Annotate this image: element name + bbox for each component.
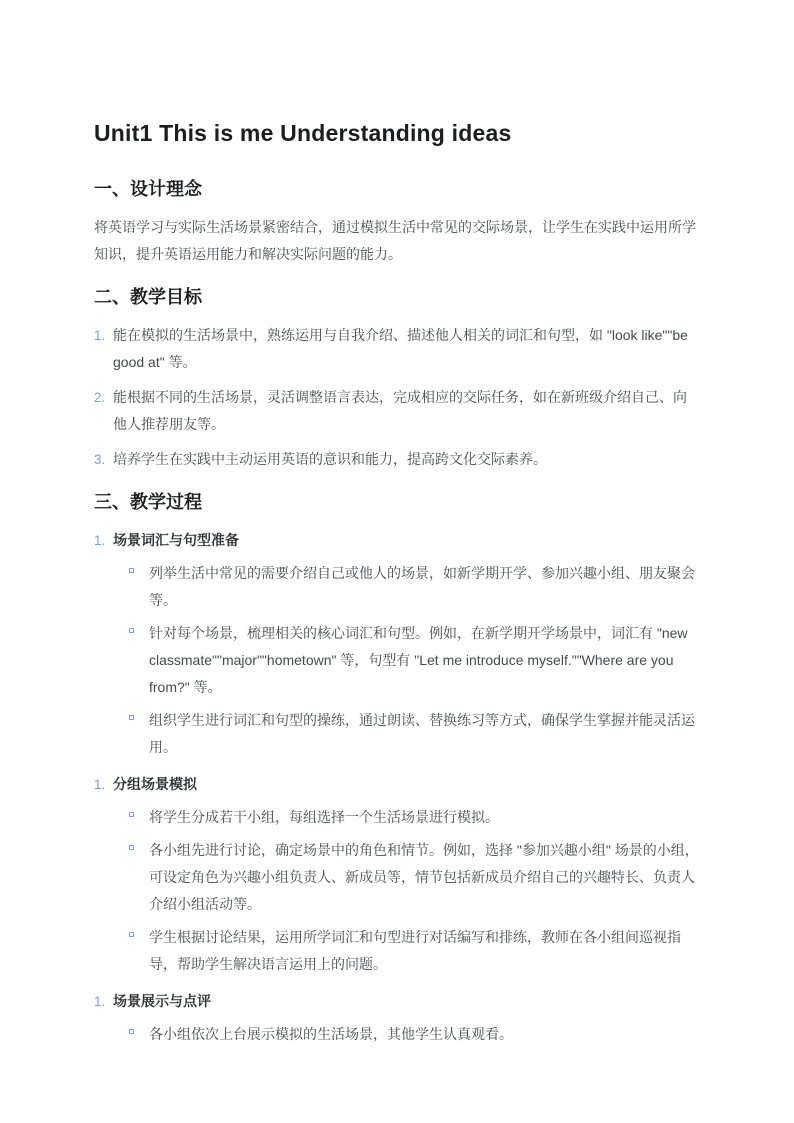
bullet-list-item — [94, 620, 700, 701]
step-title: 场景展示与点评 — [113, 993, 211, 1009]
bullet-text: 组织学生进行词汇和句型的操练，通过朗读、替换练习等方式，确保学生掌握并能灵活运用。 — [149, 712, 695, 755]
bullet-marker-icon — [129, 812, 134, 817]
bullet-marker-icon — [129, 845, 134, 850]
bullet-text: 针对每个场景，梳理相关的核心词汇和句型。例如，在新学期开学场景中，词汇有 "new classmate""major""hometown" 等，句型有 "Let me introduce myself.""Where are you from?" 等。 — [149, 625, 688, 695]
bullet-list-item — [94, 924, 700, 978]
list-item-text: 能根据不同的生活场景，灵活调整语言表达，完成相应的交际任务，如在新班级介绍自己、向他人推荐朋友等。 — [113, 389, 687, 432]
bullet-list-item — [94, 1021, 700, 1048]
bullet-marker-icon — [129, 932, 134, 937]
bullet-marker-icon — [129, 628, 134, 633]
section-heading: 二、教学目标 — [94, 287, 202, 307]
step-title: 分组场景模拟 — [113, 776, 197, 792]
list-number: 2. — [94, 390, 106, 405]
bullet-list-item — [94, 837, 700, 918]
bullet-list-item — [94, 804, 700, 831]
numbered-list-item — [94, 446, 700, 473]
step-title-row — [94, 771, 700, 798]
bullet-text: 列举生活中常见的需要介绍自己或他人的场景，如新学期开学、参加兴趣小组、朋友聚会等。 — [149, 565, 695, 608]
step-title: 场景词汇与句型准备 — [113, 532, 239, 548]
section-paragraph: 将英语学习与实际生活场景紧密结合，通过模拟生活中常见的交际场景，让学生在实践中运用所学知识，提升英语运用能力和解决实际问题的能力。 — [94, 219, 696, 262]
process-step — [94, 988, 700, 1048]
doc-section — [94, 176, 700, 268]
numbered-list-item — [94, 322, 700, 376]
step-title-row — [94, 527, 700, 554]
section-heading: 一、设计理念 — [94, 179, 202, 199]
bullet-text: 各小组依次上台展示模拟的生活场景，其他学生认真观看。 — [149, 1026, 513, 1042]
process-step — [94, 527, 700, 761]
list-number: 1. — [94, 328, 106, 343]
bullet-list-item — [94, 560, 700, 614]
bullet-text: 将学生分成若干小组，每组选择一个生活场景进行模拟。 — [149, 809, 499, 825]
doc-section — [94, 489, 700, 1048]
list-number: 1. — [94, 777, 106, 792]
numbered-list-item — [94, 384, 700, 438]
list-item-text: 能在模拟的生活场景中，熟练运用与自我介绍、描述他人相关的词汇和句型，如 "look like""be good at" 等。 — [113, 327, 688, 370]
bullet-text: 学生根据讨论结果，运用所学词汇和句型进行对话编写和排练，教师在各小组间巡视指导，帮助学生解决语言运用上的问题。 — [149, 929, 681, 972]
list-item-text: 培养学生在实践中主动运用英语的意识和能力，提高跨文化交际素养。 — [113, 451, 547, 467]
section-heading: 三、教学过程 — [94, 492, 202, 512]
doc-section — [94, 284, 700, 473]
bullet-marker-icon — [129, 1029, 134, 1034]
bullet-list-item — [94, 707, 700, 761]
list-number: 1. — [94, 994, 106, 1009]
document-title: Unit1 This is me Understanding ideas — [94, 120, 512, 146]
document-sections — [94, 176, 700, 1048]
process-step — [94, 771, 700, 978]
bullet-marker-icon — [129, 715, 134, 720]
list-number: 1. — [94, 533, 106, 548]
bullet-text: 各小组先进行讨论，确定场景中的角色和情节。例如，选择 "参加兴趣小组" 场景的小组，可设定角色为兴趣小组负责人、新成员等，情节包括新成员介绍自己的兴趣特长、负责人介绍小组活动等。 — [149, 842, 699, 912]
list-number: 3. — [94, 452, 106, 467]
step-title-row — [94, 988, 700, 1015]
bullet-marker-icon — [129, 568, 134, 573]
